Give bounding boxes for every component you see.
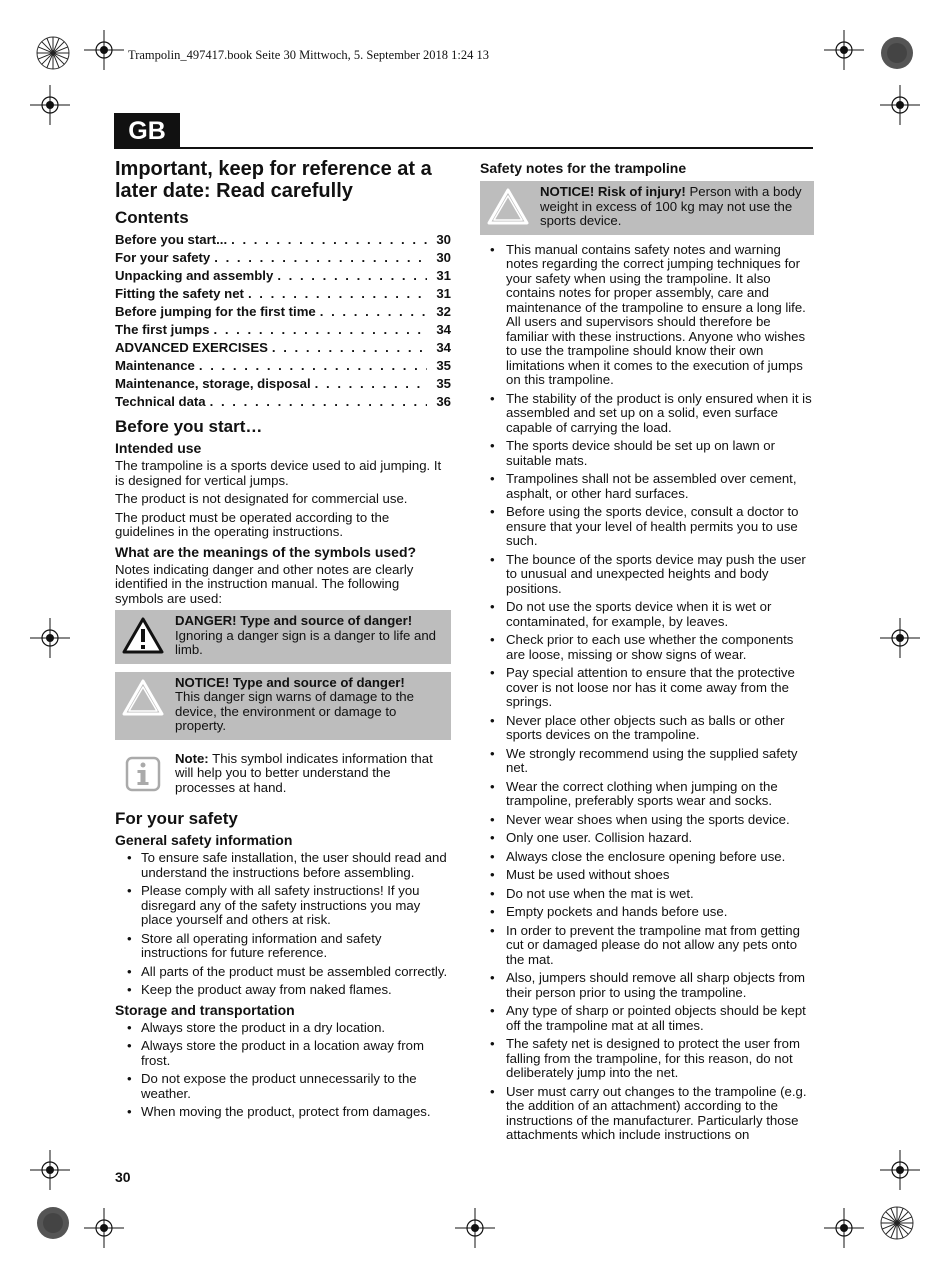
bullet-icon: • [490,848,495,864]
toc-item-page: 35 [436,376,451,391]
bullet-icon: • [490,922,495,938]
bullet-icon: • [127,1019,132,1035]
bullet-icon: • [127,963,132,979]
toc-item-label: Maintenance, storage, disposal [115,376,311,391]
bullet-icon: • [490,551,495,567]
list-item: • Always close the enclosure opening before use. [490,848,786,864]
list-item: • The bounce of the sports device may push the user to unusual and unexpected heights and body positions. [490,551,806,596]
toc-leader-dots [231,231,427,249]
list-item: • Also, jumpers should remove all sharp objects from their person prior to using the trampoline. [490,970,806,1000]
bullet-icon: • [490,1003,495,1018]
list-item: • Before using the sports device, consult a doctor to ensure that your level of health permits you to use such. [490,504,799,548]
section-heading: Before you start… [115,417,263,436]
toc-item[interactable] [115,321,451,339]
toc-leader-dots [248,285,427,303]
bullet-icon: • [127,930,132,946]
toc-leader-dots [210,393,427,411]
list-item: • Wear the correct clothing when jumping on the trampoline, preferably sports wear and socks. [490,778,778,808]
toc-item-page: 30 [436,232,451,247]
paragraph: Notes indicating danger and other notes are clearly identified in the instruction manual. The following symbols are used: [115,561,414,606]
toc-item-page: 30 [436,250,451,265]
notice-text: This danger sign warns of damage to the device, the environment or damage to property. [175,689,414,733]
registration-mark-icon [455,1208,495,1248]
toc-item[interactable] [115,393,451,411]
bullet-icon: • [127,1071,132,1086]
note-box [115,748,451,802]
left-column [115,158,451,1124]
note-title: Note: [175,750,209,766]
notice-warning-icon [121,678,165,718]
bullet-icon: • [127,982,132,997]
storage-list [115,1021,451,1120]
list-item: • Keep the product away from naked flames. [127,982,392,997]
language-badge: GB [114,113,180,149]
toc-item-page: 32 [436,304,451,319]
bullet-icon: • [490,904,495,919]
list-item: • The stability of the product is only ensured when it is assembled and set up on a solid, even surface capable of carrying the load. [490,390,812,435]
starburst-mark-icon [880,1206,914,1240]
bullet-icon: • [490,778,495,794]
paragraph: The trampoline is a sports device used to aid jumping. It is designed for vertical jumps. [115,458,442,488]
bullet-icon: • [490,811,495,827]
bullet-icon: • [490,632,495,647]
toc-item-page: 31 [436,286,451,301]
bullet-icon: • [490,712,495,728]
notice-box [115,672,451,740]
bullet-icon: • [127,850,132,865]
danger-title: DANGER! Type and source of danger! [175,613,413,628]
list-item: • Do not use the sports device when it is wet or contaminated, for example, by leaves. [490,599,772,629]
toc-item[interactable] [115,375,451,393]
document-title: Important, keep for reference at a later date: Read carefully [115,158,432,202]
list-item: • Any type of sharp or pointed objects should be kept off the trampoline mat at all times. [490,1003,806,1033]
toc-leader-dots [199,357,427,375]
right-column [480,158,814,1147]
list-item: • Never wear shoes when using the sports device. [490,811,790,827]
danger-text: Ignoring a danger sign is a danger to life and limb. [175,627,437,657]
subsection-heading: What are the meanings of the symbols used? [115,543,417,560]
toc-item[interactable] [115,231,451,249]
list-item: • The sports device should be set up on lawn or suitable mats. [490,438,776,468]
list-item: • To ensure safe installation, the user should read and understand the instructions before assembling. [127,850,447,880]
list-item: • The safety net is designed to protect the user from falling from the trampoline, for this reason, do not deliberately jump into the net. [490,1036,800,1080]
bullet-icon: • [490,830,495,845]
note-text: This symbol indicates information that will help you to better understand the processes at hand. [175,750,433,795]
notice-text: Person with a body weight in excess of 100 kg may not use the sports device. [540,184,802,228]
toc-item-page: 36 [436,394,451,409]
bullet-icon: • [490,599,495,614]
bullet-icon: • [127,1038,132,1053]
toc-leader-dots [214,249,427,267]
registration-mark-icon [30,618,70,658]
danger-box [115,610,451,664]
toc-item[interactable] [115,267,451,285]
paragraph: The product must be operated according to the guidelines in the operating instructions. [115,509,390,539]
toc-item-label: Before jumping for the first time [115,304,316,319]
subsection-heading: Intended use [115,440,202,456]
toc-item-label: The first jumps [115,322,210,337]
bullet-icon: • [490,665,495,680]
bullet-icon: • [490,504,495,519]
list-item: • When moving the product, protect from damages. [127,1104,431,1119]
toc-item[interactable] [115,285,451,303]
toc-leader-dots [320,303,427,321]
list-item: • Do not expose the product unnecessarily to the weather. [127,1071,417,1101]
toc-item[interactable] [115,249,451,267]
registration-mark-icon [30,1150,70,1190]
toc-item-page: 34 [436,322,451,337]
list-item: • Do not use when the mat is wet. [490,885,694,901]
toc-item[interactable] [115,357,451,375]
list-item: • Must be used without shoes [490,867,670,882]
toc-item-label: For your safety [115,250,211,265]
info-icon [121,754,165,794]
bullet-icon: • [127,1104,132,1119]
paragraph: The product is not designated for commercial use. [115,491,408,506]
solid-dot-mark-icon [36,1206,70,1240]
list-item: • Pay special attention to ensure that the protective cover is not loose nor has it come away from the springs. [490,665,795,709]
registration-mark-icon [880,85,920,125]
section-heading: For your safety [115,809,238,828]
contents-heading: Contents [115,208,189,227]
registration-mark-icon [880,1150,920,1190]
list-item: • Always store the product in a location away from frost. [127,1038,424,1068]
list-item: • Please comply with all safety instructions! If you disregard any of the safety instructions you may place yourself and others at risk. [127,883,421,927]
registration-mark-icon [84,1208,124,1248]
toc-item[interactable] [115,339,451,357]
general-safety-list [115,851,451,998]
subsection-heading: Storage and transportation [115,1001,295,1018]
list-item: • Only one user. Collision hazard. [490,830,693,845]
bullet-icon: • [490,970,495,985]
subsection-heading: General safety information [115,832,293,848]
toc-item-label: Maintenance [115,358,195,373]
page-number: 30 [115,1169,131,1185]
list-item: • We strongly recommend using the supplied safety net. [490,745,798,775]
bullet-icon: • [490,1083,495,1099]
solid-dot-mark-icon [880,36,914,70]
bullet-icon: • [490,471,495,486]
bullet-icon: • [490,390,495,406]
toc-item-page: 31 [436,268,451,283]
bullet-icon: • [490,438,495,453]
trampoline-safety-list [480,243,814,1143]
registration-mark-icon [880,618,920,658]
toc-leader-dots [315,375,427,393]
toc-item-label: Unpacking and assembly [115,268,274,283]
notice-title: NOTICE! Risk of injury! [540,184,686,199]
list-item: • This manual contains safety notes and warning notes regarding the correct jumping techniques for your safety when using the trampoline. It also contains notes for proper assembly, care and maintenance of the trampoline to ensure a long life. All users and supervisors should therefore be familiar with these instructions. Anyone who wishes to use the trampoline should know their own limitations when it comes to the execution of jumps on this trampoline. [490,241,806,387]
registration-mark-icon [84,30,124,70]
list-item: • Trampolines shall not be assembled over cement, asphalt, or other hard surfaces. [490,471,797,501]
bullet-icon: • [490,885,495,901]
list-item: • Always store the product in a dry location. [127,1019,386,1035]
list-item: • Check prior to each use whether the components are loose, missing or show signs of wear. [490,632,794,662]
bullet-icon: • [490,867,495,882]
starburst-mark-icon [36,36,70,70]
toc-leader-dots [272,339,427,357]
toc-item-label: Before you start... [115,232,228,247]
danger-warning-icon [121,616,165,656]
toc-item-label: ADVANCED EXERCISES [115,340,268,355]
list-item: • All parts of the product must be assembled correctly. [127,963,448,979]
notice-warning-icon [486,187,530,227]
registration-mark-icon [824,1208,864,1248]
list-item: • Never place other objects such as balls or other sports devices on the trampoline. [490,712,785,742]
print-header: Trampolin_497417.book Seite 30 Mittwoch, 5. September 2018 1:24 13 [128,48,489,62]
bullet-icon: • [490,1036,495,1051]
bullet-icon: • [490,745,495,761]
notice-title: NOTICE! Type and source of danger! [175,674,405,690]
registration-mark-icon [30,85,70,125]
registration-mark-icon [824,30,864,70]
toc-item-page: 34 [436,340,451,355]
list-item: • User must carry out changes to the trampoline (e.g. the addition of an attachment) according to the instructions of the manufacturer. Particularly those attachments which include instructions on [490,1083,807,1142]
toc-leader-dots [277,267,427,285]
table-of-contents [115,231,451,411]
bullet-icon: • [127,883,132,898]
language-bar [114,113,813,149]
list-item: • In order to prevent the trampoline mat from getting cut or damaged please do not allow any pets onto the mat. [490,922,800,967]
header-rule [114,147,813,149]
toc-item[interactable] [115,303,451,321]
list-item: • Store all operating information and safety instructions for future reference. [127,930,382,960]
toc-leader-dots [214,321,427,339]
section-heading: Safety notes for the trampoline [480,160,687,176]
bullet-icon: • [490,241,495,257]
list-item: • Empty pockets and hands before use. [490,904,728,919]
toc-item-label: Technical data [115,394,206,409]
toc-item-page: 35 [436,358,451,373]
toc-item-label: Fitting the safety net [115,286,244,301]
notice-box [480,181,814,235]
